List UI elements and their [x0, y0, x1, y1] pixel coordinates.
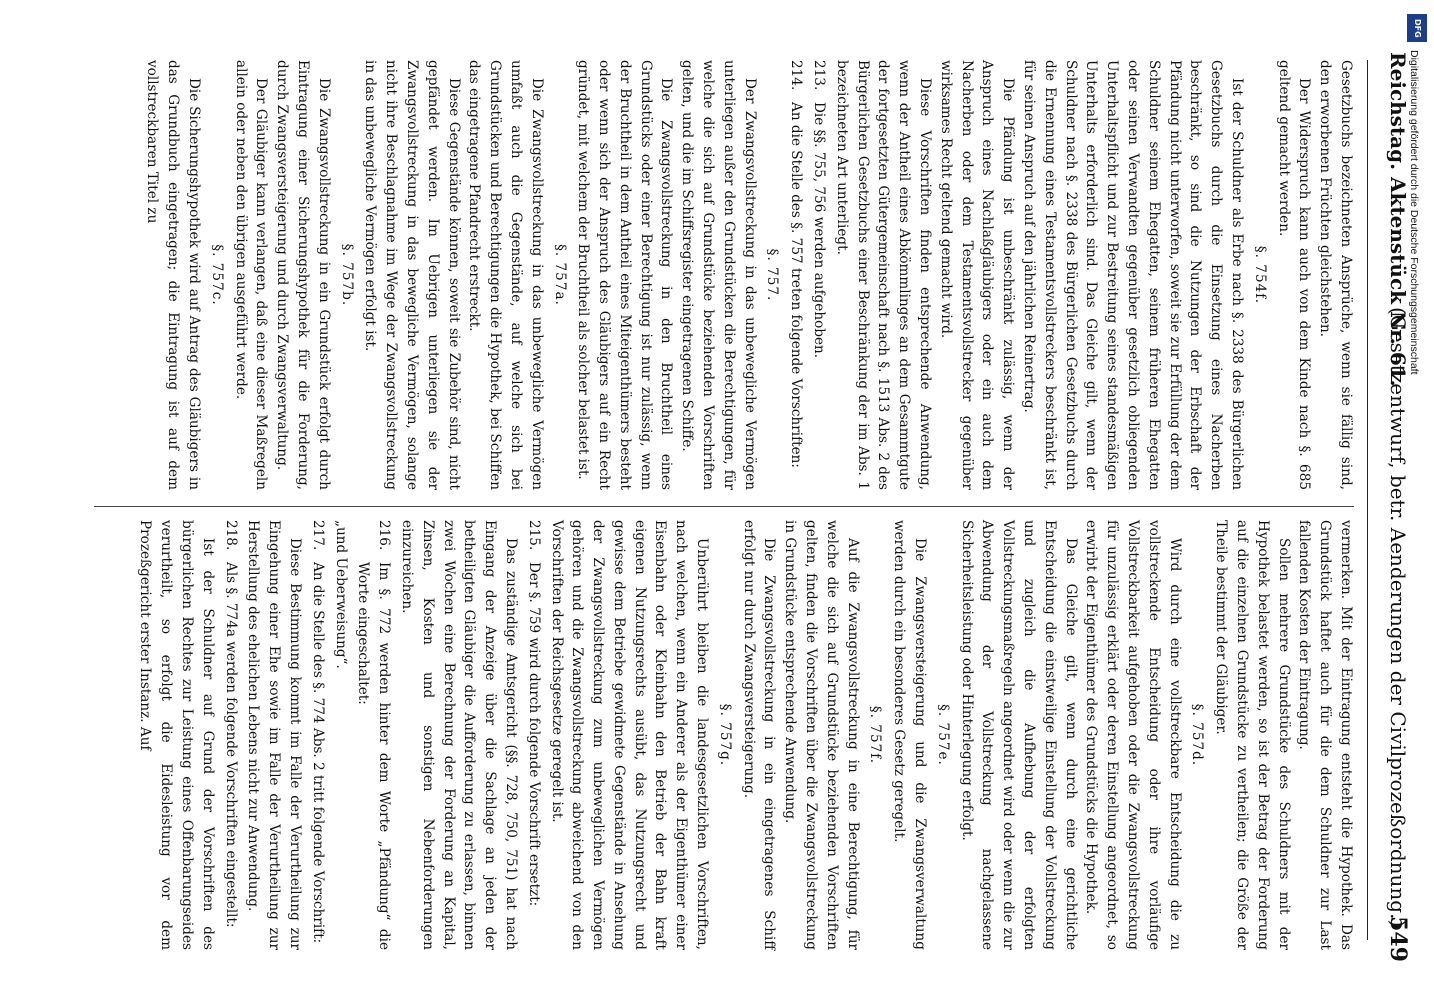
section-heading: §. 757c.	[208, 244, 225, 306]
header-title: (Gesetzentwurf, betr. Aenderungen der Civilprozeßordnung.)	[1386, 307, 1410, 928]
paragraph: Das zuständige Amtsgericht (§§. 728, 750, 751) hat nach Eingang der Anzeige über die Sachlage an jeden der betheiligten Gläubiger die Aufforderung zu erlassen, binnen zwei Wochen eine Berechnung der Forderung an Kapital, Zinsen, Kosten und sonstigen Nebenforderungen einzureichen.	[398, 520, 519, 950]
left-column	[86, 60, 1356, 490]
paragraph: Unberührt bleiben die landesgesetzlichen Vorschriften, nach welchen, wenn ein Anderer als der Eigenthümer einer Eisenbahn oder Kleinbahn den Betrieb der Bahn kraft eigenen Nutzungsrechts ausübt, das Nutzungsrecht und gewisse dem Betriebe gewidmete Gegenstände in Ansehung der Zwangsvollstreckung zum unbeweglichen Vermögen gehören und die Zwangsvollstreckung abweichend von den Vorschriften der Reichsgesetze geregelt ist.	[548, 520, 711, 950]
paragraph: Die Zwangsvollstreckung in ein Grundstück erfolgt durch Eintragung einer Sicherungshypothek für die Forderung, durch Zwangsversteigerung und durch Zwangsverwaltung.	[274, 60, 332, 490]
header-left: Reichstag. Aktenstück Nr. 61.	[1386, 52, 1410, 387]
paragraph: Ist der Schuldner als Erbe nach §. 2338 des Bürgerlichen Gesetzbuchs durch die Einsetzung eines Nacherben beschränkt, so sind die Nutzungen der Erbschaft der Pfändung nicht unterworfen, soweit sie zur Erfüllung der dem Schuldner seinem Ehegatten, seinem früheren Ehegatten oder seinen Verwandten gegenüber gesetzlich obliegenden Unterhaltspflicht und zur Bestreitung seines standesmäßigen Unterhalts erforderlich sind. Das Gleiche gilt, wenn der Schuldner nach §. 2338 des Bürgerlichen Gesetzbuchs durch die Ernennung eines Testamentsvollstreckers beschränkt ist, für seinen Anspruch auf den jährlichen Reinertrag.	[1021, 60, 1246, 490]
paragraph: Gesetzbuchs bezeichneten Ansprüche, wenn sie fällig sind, den erworbenen Früchten gleichstehen.	[1317, 60, 1354, 490]
item-number: 215.	[525, 520, 542, 551]
numbered-item	[307, 520, 328, 950]
section-heading: §. 757b.	[338, 243, 355, 307]
paragraph: Wird durch eine vollstreckbare Entscheidung die zu vollstreckende Entscheidung oder ihre vorläufige Vollstreckbarkeit aufgehoben oder die Zwangsvollstreckung für unzulässig erklärt oder deren Einstellung angeordnet, so erwirbt der Eigenthümer des Grundstücks die Hypothek.	[1083, 520, 1183, 950]
paragraph: Diese Gegenstände können, soweit sie Zubehör sind, nicht gepfändet werden. Im Uebrigen unterliegen sie der Zwangsvollstreckung in das bewegliche Vermögen, solange nicht ihre Beschlagnahme im Wege der Zwangsvollstreckung in das unbewegliche Vermögen erfolgt ist.	[362, 60, 462, 490]
item-text: Im §. 772 werden hinter dem Worte „Pfändung“ die Worte eingeschaltet:	[355, 562, 393, 950]
paragraph: Die Sicherungshypothek wird auf Antrag des Gläubigers in das Grundbuch eingetragen; die Eintragung ist auf dem vollstreckbaren Titel zu	[144, 60, 202, 490]
section-heading: §. 757a.	[551, 244, 568, 306]
column-separator	[94, 506, 1354, 507]
paragraph: Die Zwangsversteigerung und die Zwangsverwaltung werden durch ein besonderes Gesetz geregelt.	[891, 520, 929, 950]
numbered-item	[785, 60, 806, 490]
dfg-logo: DFG	[1407, 14, 1427, 42]
paragraph: Sollen mehrere Grundstücke des Schuldners mit der Hypothek belastet werden, so ist der Betrag der Forderung auf die einzelnen Grundstücke zu vertheilen; die Größe der Theile bestimmt der Gläubiger.	[1213, 520, 1292, 950]
digitization-sidebar	[1404, 6, 1430, 994]
item-text: Die §§. 755, 756 werden aufgehoben.	[811, 102, 828, 359]
quoted-insertion: „und Ueberweisung“.	[332, 520, 349, 669]
item-number: 214.	[788, 60, 805, 91]
item-number: 218.	[222, 520, 239, 551]
paragraph: Diese Bestimmung kommt im Falle der Verurtheilung zur Eingehung einer Ehe sowie im Falle der Verurtheilung zur Herstellung des ehelichen Lebens nicht zur Anwendung.	[245, 520, 303, 950]
item-text: Der §. 759 wird durch folgende Vorschrift ersetzt:	[525, 562, 542, 907]
item-number: 213.	[811, 60, 828, 91]
paragraph: vermerken. Mit der Eintragung entsteht die Hypothek. Das Grundstück haftet auch für die dem Schuldner zur Last fallenden Kosten der Eintragung.	[1296, 520, 1354, 950]
item-text: An die Stelle des §. 757 treten folgende Vorschriften:	[788, 102, 805, 468]
item-number: 217.	[309, 520, 326, 551]
funding-credit: Digitalisierung gefördert durch die Deutsche Forschungsgemeinschaft	[1408, 50, 1420, 375]
paragraph: Die Zwangsvollstreckung in das unbewegliche Vermögen umfaßt auch die Gegenstände, auf welche sich bei Grundstücken und Berechtigungen die Hypothek, bei Schiffen das eingetragene Pfandrecht erstreckt.	[466, 60, 545, 490]
paragraph: Diese Vorschriften finden entsprechende Anwendung, wenn der Antheil eines Abkömmlinges an dem Gesammtgute der fortgesetzten Gütergemeinschaft nach §. 1513 Abs. 2 des Bürgerlichen Gesetzbuchs einer Beschränkung der im Abs. 1 bezeichneten Art unterliegt.	[833, 60, 934, 490]
numbered-item	[353, 520, 395, 950]
section-heading: §. 757g.	[716, 703, 733, 767]
item-text: An die Stelle des §. 774 Abs. 2 tritt folgende Vorschrift:	[309, 562, 326, 944]
item-number: 216.	[376, 520, 393, 551]
paragraph: Ist der Schuldner auf Grund der Vorschriften des bürgerlichen Rechtes zur Leistung eines Offenbarungseides verurtheilt, so erfolgt die Eidesleistung vor dem Prozeßgericht erster Instanz. Auf	[137, 520, 216, 950]
section-heading: §. 757.	[764, 248, 781, 302]
paragraph: Der Zwangsvollstreckung in das unbewegliche Vermögen unterliegen außer den Grundstücken die Berechtigungen, für welche die sich auf Grundstücke beziehenden Vorschriften gelten, und die im Schiffsregister eingetragenen Schiffe.	[679, 60, 758, 490]
section-heading: §. 757f.	[867, 705, 884, 765]
right-column	[86, 520, 1356, 950]
paragraph: Die Pfändung ist unbeschränkt zulässig, wenn der Anspruch eines Nachlaßgläubigers oder ein auch dem Nacherben oder dem Testamentsvollstrecker gegenüber wirksames Recht geltend gemacht wird.	[937, 60, 1017, 490]
paragraph: Die Zwangsvollstreckung in den Bruchtheil eines Grundstücks oder einer Berechtigung ist nur zulässig, wenn der Bruchtheil in dem Antheil eines Miteigenthümers besteht oder wenn sich der Anspruch des Gläubigers auf ein Recht gründet, mit welchem der Bruchtheil als solcher belastet ist.	[575, 60, 675, 490]
section-heading: §. 754f.	[1251, 245, 1268, 305]
numbered-item	[808, 60, 829, 490]
numbered-item	[523, 520, 544, 950]
paragraph: Auf die Zwangsvollstreckung in eine Berechtigung, für welche die sich auf Grundstücke beziehenden Vorschriften gelten, finden die Vorschriften über die Zwangsvollstreckung in Grundstücke entsprechende Anwendung.	[782, 520, 861, 950]
paragraph: Der Widerspruch kann auch von dem Kinde nach §. 685 geltend gemacht werden.	[1275, 60, 1313, 490]
header-rule	[1367, 60, 1368, 940]
page-number: 549	[1385, 916, 1411, 962]
paragraph: Die Zwangsvollstreckung in ein eingetragenes Schiff erfolgt nur durch Zwangsversteigerung.	[740, 520, 778, 950]
section-heading: §. 757d.	[1189, 703, 1206, 767]
numbered-item	[220, 520, 241, 950]
item-text: Als §. 774a werden folgende Vorschriften eingestellt:	[222, 562, 239, 928]
paragraph: Der Gläubiger kann verlangen, daß eine dieser Maßregeln allein oder neben den übrigen ausgeführt werde.	[232, 60, 270, 490]
section-heading: §. 757e.	[934, 704, 951, 766]
paragraph: Das Gleiche gilt, wenn durch eine gerichtliche Entscheidung die einstweilige Einstellung der Vollstreckung und zugleich die Aufhebung der erfolgten Vollstreckungsmaßregeln angeordnet wird oder wenn die zur Abwendung der Vollstreckung nachgelassene Sicherheitsleistung oder Hinterlegung erfolgt.	[958, 520, 1079, 950]
